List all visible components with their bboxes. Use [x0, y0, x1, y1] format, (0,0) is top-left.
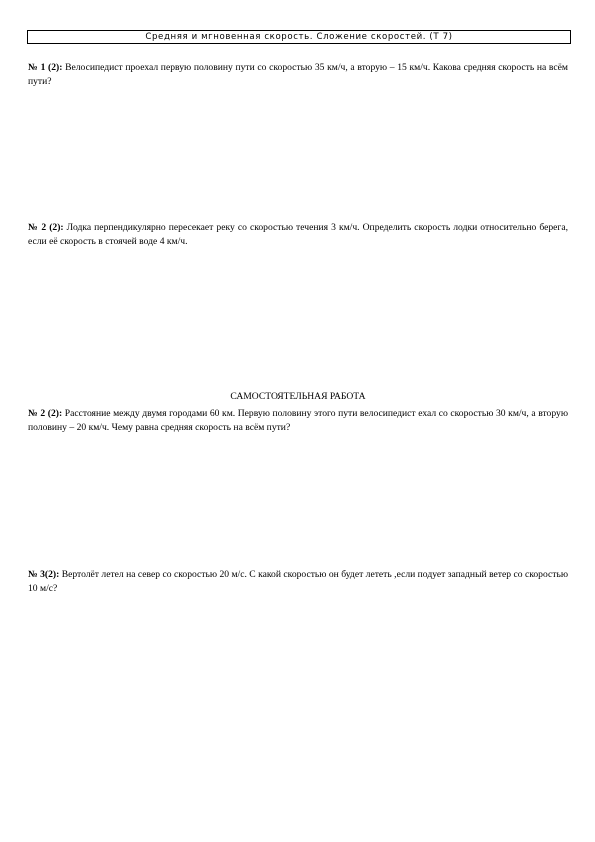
worksheet-title: Средняя и мгновенная скорость. Сложение скоростей. (Т 7): [27, 30, 571, 44]
task-1-number: № 1 (2):: [28, 62, 63, 73]
independent-work-title: САМОСТОЯТЕЛЬНАЯ РАБОТА: [230, 391, 366, 402]
independent-task-2: [28, 568, 568, 596]
task-2-number: № 2 (2):: [28, 222, 64, 233]
task-1: [28, 61, 568, 89]
task-1-text: Велосипедист проехал первую половину пути со скоростью 35 км/ч, а вторую – 15 км/ч. Какова средняя скорость на всём пути?: [28, 62, 568, 87]
independent-task-1-number: № 2 (2):: [28, 408, 63, 419]
independent-task-2-text: Вертолёт летел на север со скоростью 20 м/с. С какой скоростью он будет лететь ,если подует западный ветер со скоростью 10 м/с?: [28, 569, 568, 594]
independent-task-2-number: № 3(2):: [28, 569, 60, 580]
task-2-text: Лодка перпендикулярно пересекает реку со скоростью течения 3 км/ч. Определить скорость лодки относительно берега, если её скорость в стоячей воде 4 км/ч.: [28, 222, 568, 247]
independent-task-1: [28, 407, 568, 435]
task-2: [28, 221, 568, 249]
independent-task-1-text: Расстояние между двумя городами 60 км. Первую половину этого пути велосипедист ехал со скоростью 30 км/ч, а вторую половину – 20 км/ч. Чему равна средняя скорость на всём пути?: [28, 408, 568, 433]
